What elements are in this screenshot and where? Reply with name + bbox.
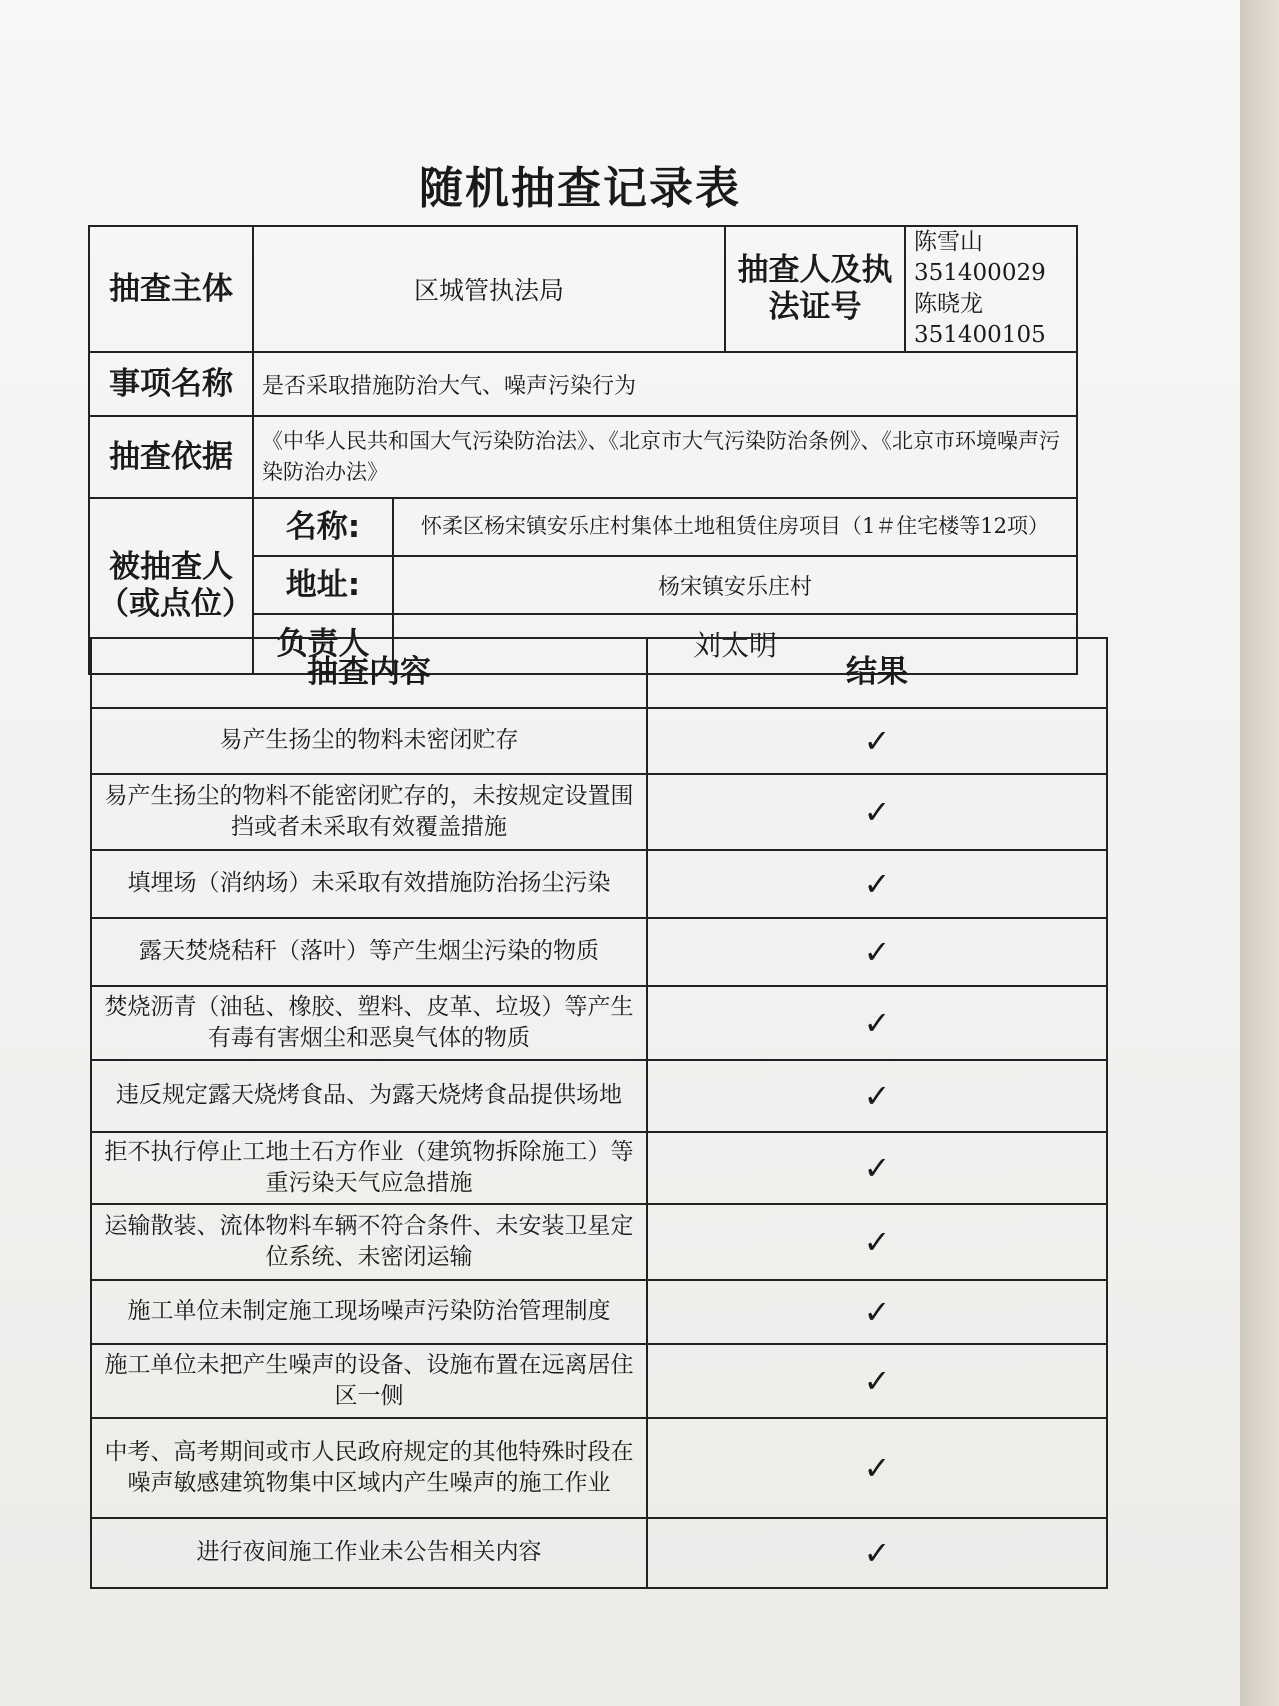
check-item: 露天焚烧秸秆（落叶）等产生烟尘污染的物质 [91,918,647,986]
person-label: 负责人 [253,614,393,674]
matter-value: 是否采取措施防治大气、噪声污染行为 [253,352,1077,416]
check-item: 填埋场（消纳场）未采取有效措施防治扬尘污染 [91,850,647,918]
check-result: ✓ [647,1344,1107,1418]
inspector-2: 陈晓龙351400105 [914,291,1046,349]
check-item: 易产生扬尘的物料未密闭贮存 [91,708,647,774]
check-result: ✓ [647,708,1107,774]
check-item: 拒不执行停止工地土石方作业（建筑物拆除施工）等重污染天气应急措施 [91,1132,647,1204]
inspector-label: 抽查人及执法证号 [725,226,905,352]
check-item: 违反规定露天烧烤食品、为露天烧烤食品提供场地 [91,1060,647,1132]
inspector-1: 陈雪山351400029 [914,229,1046,287]
inspected-label: 被抽查人（或点位） [89,498,253,674]
basis-label: 抽查依据 [89,416,253,498]
adjacent-page-edge [1240,0,1279,1706]
check-result: ✓ [647,986,1107,1060]
check-item: 中考、高考期间或市人民政府规定的其他特殊时段在噪声敏感建筑物集中区域内产生噪声的施工作业 [91,1418,647,1518]
check-result: ✓ [647,850,1107,918]
check-item: 施工单位未制定施工现场噪声污染防治管理制度 [91,1280,647,1344]
check-result: ✓ [647,1132,1107,1204]
person-value: 刘太明 [393,614,1077,674]
subject-value: 区城管执法局 [253,226,725,352]
check-result: ✓ [647,1418,1107,1518]
name-value: 怀柔区杨宋镇安乐庄村集体土地租赁住房项目（1＃住宅楼等12项） [393,498,1077,556]
check-result: ✓ [647,774,1107,850]
check-item: 进行夜间施工作业未公告相关内容 [91,1518,647,1588]
inspector-values [905,226,1077,352]
subject-label: 抽查主体 [89,226,253,352]
col-content-header: 抽查内容 [91,638,647,708]
basis-value: 《中华人民共和国大气污染防治法》、《北京市大气污染防治条例》、《北京市环境噪声污染防治办法》 [253,416,1077,498]
address-label: 地址: [253,556,393,614]
document-title: 随机抽查记录表 [419,163,741,214]
check-item: 运输散装、流体物料车辆不符合条件、未安装卫星定位系统、未密闭运输 [91,1204,647,1280]
check-result: ✓ [647,1060,1107,1132]
check-item: 易产生扬尘的物料不能密闭贮存的，未按规定设置围挡或者未采取有效覆盖措施 [91,774,647,850]
address-value: 杨宋镇安乐庄村 [393,556,1077,614]
check-item: 焚烧沥青（油毡、橡胶、塑料、皮革、垃圾）等产生有毒有害烟尘和恶臭气体的物质 [91,986,647,1060]
check-result: ✓ [647,1204,1107,1280]
matter-label: 事项名称 [89,352,253,416]
checks-table [90,637,1108,1589]
header-table [88,225,1078,675]
check-result: ✓ [647,1518,1107,1588]
check-result: ✓ [647,918,1107,986]
check-result: ✓ [647,1280,1107,1344]
check-item: 施工单位未把产生噪声的设备、设施布置在远离居住区一侧 [91,1344,647,1418]
name-label: 名称: [253,498,393,556]
col-result-header: 结果 [647,638,1107,708]
